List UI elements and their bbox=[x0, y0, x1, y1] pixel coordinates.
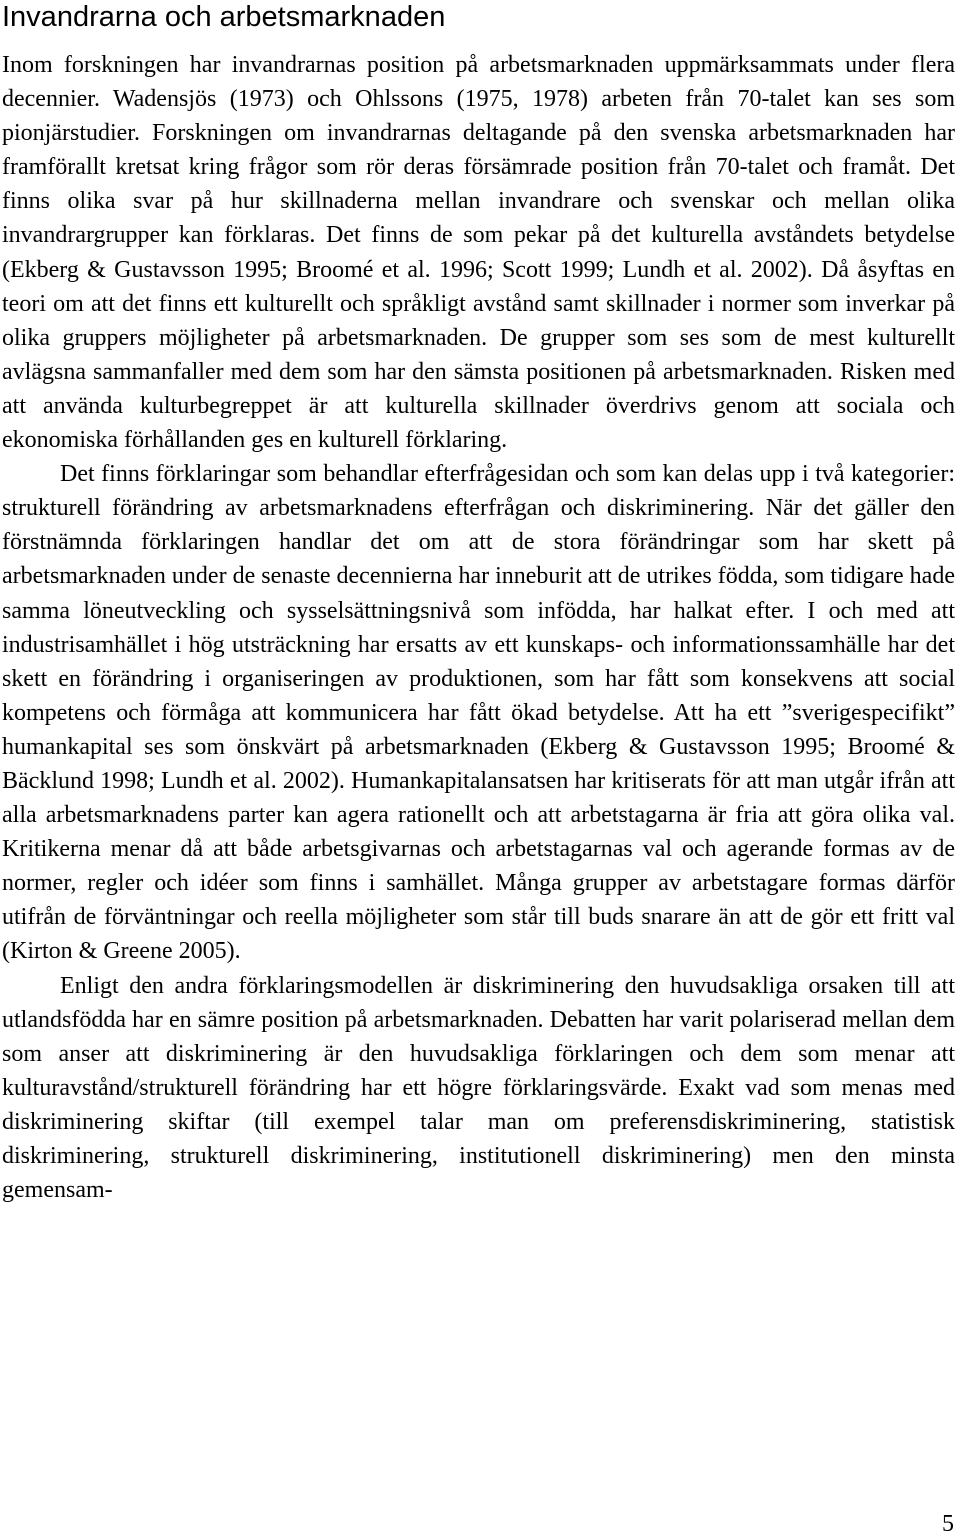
paragraph-1: Inom forskningen har invandrarnas position på arbetsmarknaden uppmärksammats under flera decennier. Wadensjös (1973) och Ohlssons (1975, 1978) arbeten från 70-talet kan ses som pionjärstudier. Forskningen om invandrarnas deltagande på den svenska arbetsmarknaden har framförallt kretsat kring frågor som rör deras försämrade position från 70-talet och framåt. Det finns olika svar på hur skillnaderna mellan invandrare och svenskar och mellan olika invandrargrupper kan förklaras. Det finns de som pekar på det kulturella avståndets betydelse (Ekberg & Gustavsson 1995; Broomé et al. 1996; Scott 1999; Lundh et al. 2002). Då åsyftas en teori om att det finns ett kulturellt och språkligt avstånd samt skillnader i normer som inverkar på olika gruppers möjligheter på arbetsmarknaden. De grupper som ses som de mest kulturellt avlägsna sammanfaller med dem som har den sämsta positionen på arbetsmarknaden. Risken med att använda kulturbegreppet är att kulturella skillnader överdrivs genom att sociala och ekonomiska förhållanden ges en kulturell förklaring. bbox=[2, 52, 955, 454]
section-heading: Invandrarna och arbetsmarknaden bbox=[2, 1, 446, 33]
body-text bbox=[2, 48, 955, 1207]
page-number: 5 bbox=[942, 1511, 954, 1537]
paragraph-3: Enligt den andra förklaringsmodellen är diskriminering den huvudsakliga orsaken till att utlandsfödda har en sämre position på arbetsmarknaden. Debatten har varit polariserad mellan dem som anser att diskriminering är den huvudsakliga förklaringen och dem som menar att kulturavstånd/strukturell förändring har ett högre förklaringsvärde. Exakt vad som menas med diskriminering skiftar (till exempel talar man om preferensdiskriminering, statistisk diskriminering, strukturell diskriminering, institutionell diskriminering) men den minsta gemensam- bbox=[2, 972, 955, 1204]
paragraph-2: Det finns förklaringar som behandlar efterfrågesidan och som kan delas upp i två kategorier: strukturell förändring av arbetsmarknadens efterfrågan och diskriminering. När det gäller den förstnämnda förklaringen handlar det om att de stora förändringar som har skett på arbetsmarknaden under de senaste decennierna har inneburit att de utrikes födda, som tidigare hade samma löneutveckling och sysselsättningsnivå som infödda, har halkat efter. I och med att industrisamhället i hög utsträckning har ersatts av ett kunskaps- och informationssamhälle har det skett en förändring i organiseringen av produktionen, som har fått som konsekvens att social kompetens och förmåga att kommunicera har fått ökad betydelse. Att ha ett ”sverigespecifikt” humankapital ses som önskvärt på arbetsmarknaden (Ekberg & Gustavsson 1995; Broomé & Bäcklund 1998; Lundh et al. 2002). Humankapitalansatsen har kritiserats för att man utgår ifrån att alla arbetsmarknadens parter kan agera rationellt och att arbetstagarna är fria att göra olika val. Kritikerna menar då att både arbetsgivarnas och arbetstagarnas val och agerande formas av de normer, regler och idéer som finns i samhället. Många grupper av arbetstagare formas därför utifrån de förväntningar och reella möjligheter som står till buds snarare än att de gör ett fritt val (Kirton & Greene 2005). bbox=[2, 461, 955, 965]
